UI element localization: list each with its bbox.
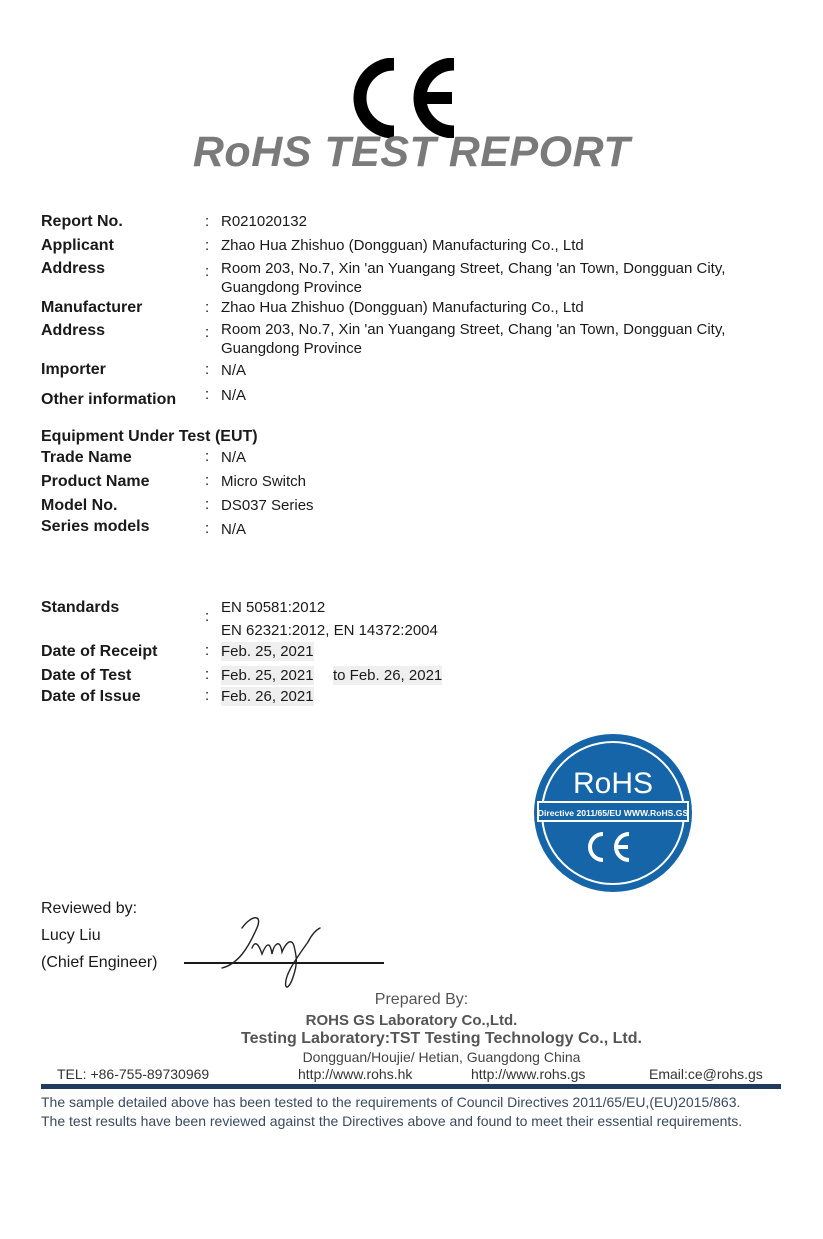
date-of-test-label: Date of Test [41, 667, 132, 684]
report-title: RoHS TEST REPORT [192, 128, 631, 176]
product-name-label: Product Name [41, 473, 150, 490]
standard-1: EN 50581:2012 [221, 599, 326, 616]
date-of-test-to: to Feb. 26, 2021 [333, 667, 443, 684]
prepared-company: ROHS GS Laboratory Co.,Ltd. [305, 1012, 518, 1029]
colon: : [205, 496, 210, 513]
manufacturer-value: Zhao Hua Zhishuo (Dongguan) Manufacturing Co., Ltd [221, 299, 584, 316]
other-information-value: N/A [221, 387, 247, 404]
applicant-value: Zhao Hua Zhishuo (Dongguan) Manufacturing Co., Ltd [221, 237, 584, 254]
date-of-issue-value: Feb. 26, 2021 [221, 688, 314, 705]
model-no-label: Model No. [41, 497, 118, 514]
badge-directive-text: Directive 2011/65/EU WWW.RoHS.GS [537, 808, 689, 818]
badge-rohs-text: RoHS [572, 767, 654, 800]
date-of-receipt-label: Date of Receipt [41, 643, 158, 660]
standards-label: Standards [41, 599, 120, 616]
rohs-badge [533, 733, 693, 893]
colon: : [205, 520, 210, 537]
importer-value: N/A [221, 362, 247, 379]
series-models-value: N/A [221, 521, 247, 538]
footer-divider [41, 1084, 781, 1089]
trade-name-label: Trade Name [41, 449, 132, 466]
colon: : [205, 666, 210, 683]
colon: : [205, 299, 210, 316]
colon: : [205, 324, 210, 341]
eut-heading: Equipment Under Test (EUT) [41, 428, 258, 445]
signature [212, 908, 332, 998]
colon: : [205, 608, 210, 625]
contact-web-hk[interactable]: http://www.rohs.hk [298, 1066, 413, 1082]
importer-label: Importer [41, 361, 106, 378]
prepared-by-label: Prepared By: [374, 991, 469, 1008]
applicant-address-line-1: Room 203, No.7, Xin 'an Yuangang Street, Chang 'an Town, Dongguan City, [221, 260, 726, 277]
date-of-issue-label: Date of Issue [41, 688, 141, 705]
disclaimer-line-1: The sample detailed above has been tested to the requirements of Council Directives 2011/65/EU,(EU)2015/863. [41, 1094, 741, 1110]
colon: : [205, 687, 210, 704]
series-models-label: Series models [41, 518, 150, 535]
disclaimer-line-2: The test results have been reviewed against the Directives above and found to meet their essential requirements. [41, 1113, 743, 1129]
manufacturer-address-label: Address [41, 322, 106, 339]
contact-tel: TEL: +86-755-89730969 [57, 1066, 210, 1082]
testing-laboratory: Testing Laboratory:TST Testing Technology Co., Ltd. [241, 1030, 642, 1047]
other-information-label: Other information [41, 391, 177, 408]
colon: : [205, 361, 210, 378]
colon: : [205, 263, 210, 280]
date-of-receipt-value: Feb. 25, 2021 [221, 643, 314, 660]
reviewer-name: Lucy Liu [41, 927, 101, 944]
colon: : [205, 472, 210, 489]
colon: : [205, 386, 210, 403]
colon: : [205, 642, 210, 659]
contact-email[interactable]: Email:ce@rohs.gs [649, 1066, 763, 1082]
manufacturer-address-line-1: Room 203, No.7, Xin 'an Yuangang Street, Chang 'an Town, Dongguan City, [221, 321, 726, 338]
trade-name-value: N/A [221, 449, 247, 466]
product-name-value: Micro Switch [221, 473, 307, 490]
report-no-label: Report No. [41, 213, 123, 230]
manufacturer-address-line-2: Guangdong Province [221, 340, 362, 357]
colon: : [205, 213, 210, 230]
reviewed-by-label: Reviewed by: [41, 900, 138, 917]
ce-logo [346, 58, 460, 138]
model-no-value: DS037 Series [221, 497, 314, 514]
manufacturer-label: Manufacturer [41, 299, 143, 316]
date-of-test-from: Feb. 25, 2021 [221, 667, 314, 684]
colon: : [205, 237, 210, 254]
applicant-address-line-2: Guangdong Province [221, 279, 362, 296]
reviewer-role: (Chief Engineer) [41, 954, 158, 971]
applicant-label: Applicant [41, 237, 114, 254]
prepared-location: Dongguan/Houjie/ Hetian, Guangdong China [302, 1049, 581, 1065]
colon: : [205, 448, 210, 465]
applicant-address-label: Address [41, 260, 106, 277]
report-no-value: R021020132 [221, 213, 307, 230]
contact-web-gs[interactable]: http://www.rohs.gs [471, 1066, 586, 1082]
standard-2: EN 62321:2012, EN 14372:2004 [221, 622, 438, 639]
